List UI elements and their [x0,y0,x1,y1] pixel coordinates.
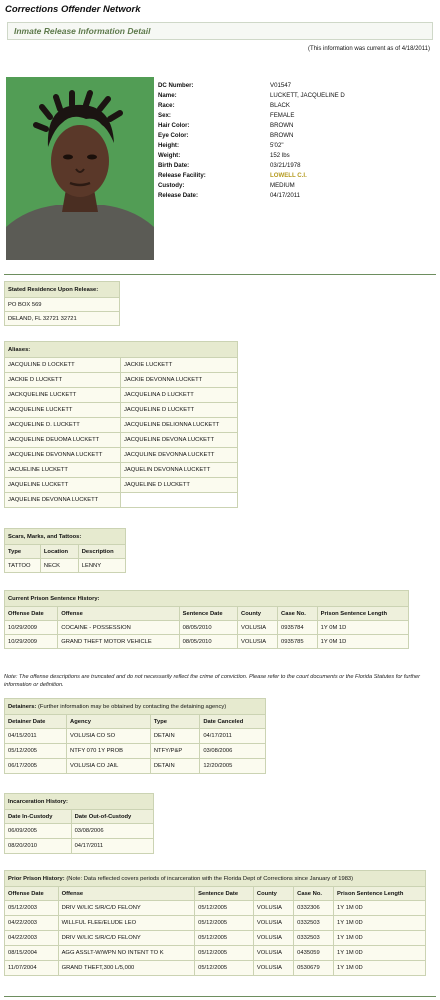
table-cell: GRAND THEFT,300 L/5,000 [58,961,195,976]
residence-title: Stated Residence Upon Release: [5,282,120,298]
table-cell: 1Y 1M 0D [334,961,426,976]
alias-cell: JACQUELINE DEUOMA LUCKETT [5,433,121,448]
table-row [5,916,426,931]
column-header: Location [40,545,78,559]
alias-cell: JACKIE DEVONNA LUCKETT [120,373,237,388]
column-header: Offense Date [5,887,59,901]
section-divider [4,274,436,275]
table-cell: VOLUSIA [253,961,293,976]
table-cell: 03/08/2006 [71,824,153,839]
alias-cell: JAQUELINE D LUCKETT [120,478,237,493]
alias-cell: JACQUELINE D LUCKETT [120,403,237,418]
offense-note: Note: The offense descriptions are truncated and do not necessarily reflect the crime of conviction. Please refer to the court documents or the Florida Statutes for further information or definition. [4,674,421,688]
table-cell: VOLUSIA [238,635,278,649]
table-cell: 05/12/2005 [195,946,254,961]
table-cell: 1Y 1M 0D [334,916,426,931]
detainers-title-cell [5,699,266,715]
column-header: Date Out-of-Custody [71,810,153,824]
table-cell: 05/12/2003 [5,901,59,916]
table-row [5,635,409,649]
release-facility-label: Release Facility: [158,172,206,179]
alias-cell: JAQUELIN DEVONNA LUCKETT [120,463,237,478]
alias-cell: JACQUELINE DEVONNA LUCKETT [5,448,121,463]
incarceration-title: Incarceration History: [5,794,154,810]
table-cell: 08/15/2004 [5,946,59,961]
dc-number-value: V01547 [270,82,292,89]
mugshot-image [6,77,154,260]
alias-cell: JACUELINE LUCKETT [5,463,121,478]
alias-row [5,388,238,403]
column-header: Offense [58,607,179,621]
table-row [5,824,154,839]
residence-table [4,281,120,326]
column-header: County [253,887,293,901]
table-cell: 05/12/2005 [195,901,254,916]
table-cell: 08/05/2010 [179,621,237,635]
info-row-hair-color [158,121,345,131]
alias-cell: JACQUELINA D LUCKETT [120,388,237,403]
table-cell: 06/17/2005 [5,759,67,774]
release-date-label: Release Date: [158,192,198,199]
table-row [5,621,409,635]
table-cell: LENNY [78,559,125,573]
name-value: LUCKETT, JACQUELINE D [270,92,345,99]
info-row-race [158,101,345,111]
alias-cell: JACQULINE D LOCKETT [5,358,121,373]
table-row [5,961,426,976]
birth-date-value: 03/21/1978 [270,162,301,169]
alias-cell: JAQUELINE LUCKETT [5,478,121,493]
custody-value: MEDIUM [270,182,295,189]
table-row [5,559,126,573]
info-row-custody [158,181,345,191]
table-cell: 11/07/2004 [5,961,59,976]
table-cell: 05/12/2005 [5,744,67,759]
alias-row [5,478,238,493]
prior-history-title: Prior Prison History: [8,875,65,882]
table-cell: 0530679 [294,961,334,976]
table-cell: VOLUSIA [253,931,293,946]
table-cell: 0435059 [294,946,334,961]
table-cell: 10/29/2009 [5,635,58,649]
alias-row [5,373,238,388]
table-row [5,901,426,916]
table-cell: WILLFUL FLEE/ELUDE LEO [58,916,195,931]
detainers-table [4,698,266,774]
alias-cell: JACQUELINE LUCKETT [5,403,121,418]
residence-line: DELAND, FL 32721 32721 [5,312,120,326]
table-cell: 08/20/2010 [5,839,72,854]
table-cell: 04/17/2011 [200,729,266,744]
table-cell: 04/22/2003 [5,916,59,931]
table-cell: DETAIN [150,759,199,774]
table-cell: GRAND THEFT MOTOR VEHICLE [58,635,179,649]
table-row [5,729,266,744]
eye-color-label: Eye Color: [158,132,189,139]
current-sentence-title: Current Prison Sentence History: [5,591,409,607]
column-header: Type [150,715,199,729]
info-row-weight [158,151,345,161]
table-row [5,744,266,759]
detainers-title: Detainers: [8,703,37,710]
table-cell: 04/17/2011 [71,839,153,854]
table-cell: 10/29/2009 [5,621,58,635]
sex-label: Sex: [158,112,171,119]
column-header: County [238,607,278,621]
alias-row [5,418,238,433]
column-header: Detainer Date [5,715,67,729]
table-cell: 05/12/2005 [195,916,254,931]
incarceration-table [4,793,154,854]
column-header: Date In-Custody [5,810,72,824]
height-label: Height: [158,142,179,149]
custody-label: Custody: [158,182,185,189]
table-cell: DETAIN [150,729,199,744]
info-row-sex [158,111,345,121]
name-label: Name: [158,92,177,99]
alias-cell: JACQUELINE D. LUCKETT [5,418,121,433]
table-cell: 1Y 1M 0D [334,931,426,946]
table-cell: DRIV W/LIC S/R/C/D FELONY [58,901,195,916]
hair-color-value: BROWN [270,122,294,129]
table-row [5,946,426,961]
table-cell: VOLUSIA CO SO [67,729,151,744]
table-cell: 0935785 [278,635,318,649]
alias-row [5,358,238,373]
table-cell: 08/05/2010 [179,635,237,649]
weight-label: Weight: [158,152,181,159]
table-cell: 12/20/2005 [200,759,266,774]
as-of-note: (This information was current as of 4/18/2011) [308,46,430,52]
info-row-release-facility [158,171,345,181]
current-sentence-table [4,590,409,649]
detainers-title-note: (Further information may be obtained by contacting the detaining agency) [37,703,227,710]
table-cell: 0935784 [278,621,318,635]
table-cell: 06/09/2005 [5,824,72,839]
hair-color-label: Hair Color: [158,122,190,129]
column-header: Sentence Date [179,607,237,621]
height-value: 5'02" [270,142,284,149]
alias-cell: JAQUELINE DEVONNA LUCKETT [5,493,121,508]
table-cell: COCAINE - POSSESSION [58,621,179,635]
info-row-release-date [158,191,345,201]
table-cell: VOLUSIA [253,916,293,931]
table-row [5,839,154,854]
table-cell: DRIV W/LIC S/R/C/D FELONY [58,931,195,946]
eye-color-value: BROWN [270,132,294,139]
residence-line: PO BOX 569 [5,298,120,312]
page-title-bar [7,22,433,40]
table-cell: 1Y 1M 0D [334,901,426,916]
inmate-info [158,81,345,201]
table-cell: VOLUSIA CO JAIL [67,759,151,774]
page-title: Inmate Release Information Detail [14,26,151,36]
alias-row [5,433,238,448]
info-row-height [158,141,345,151]
table-cell: NECK [40,559,78,573]
prior-history-title-cell [5,871,426,887]
aliases-title: Aliases: [5,342,238,358]
table-row [5,759,266,774]
column-header: Date Canceled [200,715,266,729]
table-cell: NTFY 070 1Y PROB [67,744,151,759]
alias-cell: JACQULINE DEVONNA LUCKETT [120,448,237,463]
column-header: Offense [58,887,195,901]
footer-divider [4,996,436,997]
race-value: BLACK [270,102,290,109]
table-cell: 03/08/2006 [200,744,266,759]
alias-cell: JACKIE LUCKETT [120,358,237,373]
table-cell: 05/12/2005 [195,961,254,976]
race-label: Race: [158,102,175,109]
release-date-value: 04/17/2011 [270,192,301,199]
alias-row [5,448,238,463]
prior-history-title-note: (Note: Data reflected covers periods of incarceration with the Florida Dept of Corrections since January of 1983) [66,875,354,882]
table-cell: 0332306 [294,901,334,916]
inmate-photo [6,77,154,260]
column-header: Case No. [278,607,318,621]
alias-row [5,493,238,508]
table-cell: VOLUSIA [253,946,293,961]
column-header: Prison Sentence Length [334,887,426,901]
site-title: Corrections Offender Network [5,4,141,15]
alias-row [5,403,238,418]
table-cell: 05/12/2005 [195,931,254,946]
column-header: Description [78,545,125,559]
table-cell: 0332503 [294,916,334,931]
column-header: Case No. [294,887,334,901]
alias-cell: JACKIE D LUCKETT [5,373,121,388]
table-cell: VOLUSIA [238,621,278,635]
info-row-name [158,91,345,101]
release-facility-link[interactable]: LOWELL C.I. [270,172,307,179]
column-header: Prison Sentence Length [317,607,408,621]
table-cell: TATTOO [5,559,41,573]
table-cell: 1Y 1M 0D [334,946,426,961]
alias-cell [120,493,237,508]
table-cell: NTFY/P&P [150,744,199,759]
alias-cell: JACQUELINE DELIONNA LUCKETT [120,418,237,433]
column-header: Offense Date [5,607,58,621]
aliases-table [4,341,238,508]
info-row-birth-date [158,161,345,171]
info-row-dc-number [158,81,345,91]
table-cell: VOLUSIA [253,901,293,916]
sex-value: FEMALE [270,112,295,119]
table-row [5,931,426,946]
table-cell: 1Y 0M 1D [317,621,408,635]
table-cell: 1Y 0M 1D [317,635,408,649]
table-cell: 04/22/2003 [5,931,59,946]
table-cell: AGG ASSLT-W/WPN NO INTENT TO K [58,946,195,961]
alias-cell: JACQUELINE DEVONA LUCKETT [120,433,237,448]
info-row-eye-color [158,131,345,141]
scars-table [4,528,126,573]
alias-row [5,463,238,478]
prior-history-table [4,870,426,976]
table-cell: 04/15/2011 [5,729,67,744]
birth-date-label: Birth Date: [158,162,190,169]
alias-cell: JACKQUELINE LUCKETT [5,388,121,403]
table-cell: 0332503 [294,931,334,946]
scars-title: Scars, Marks, and Tattoos: [5,529,126,545]
dc-number-label: DC Number: [158,82,194,89]
column-header: Type [5,545,41,559]
column-header: Sentence Date [195,887,254,901]
weight-value: 152 lbs [270,152,290,159]
column-header: Agency [67,715,151,729]
